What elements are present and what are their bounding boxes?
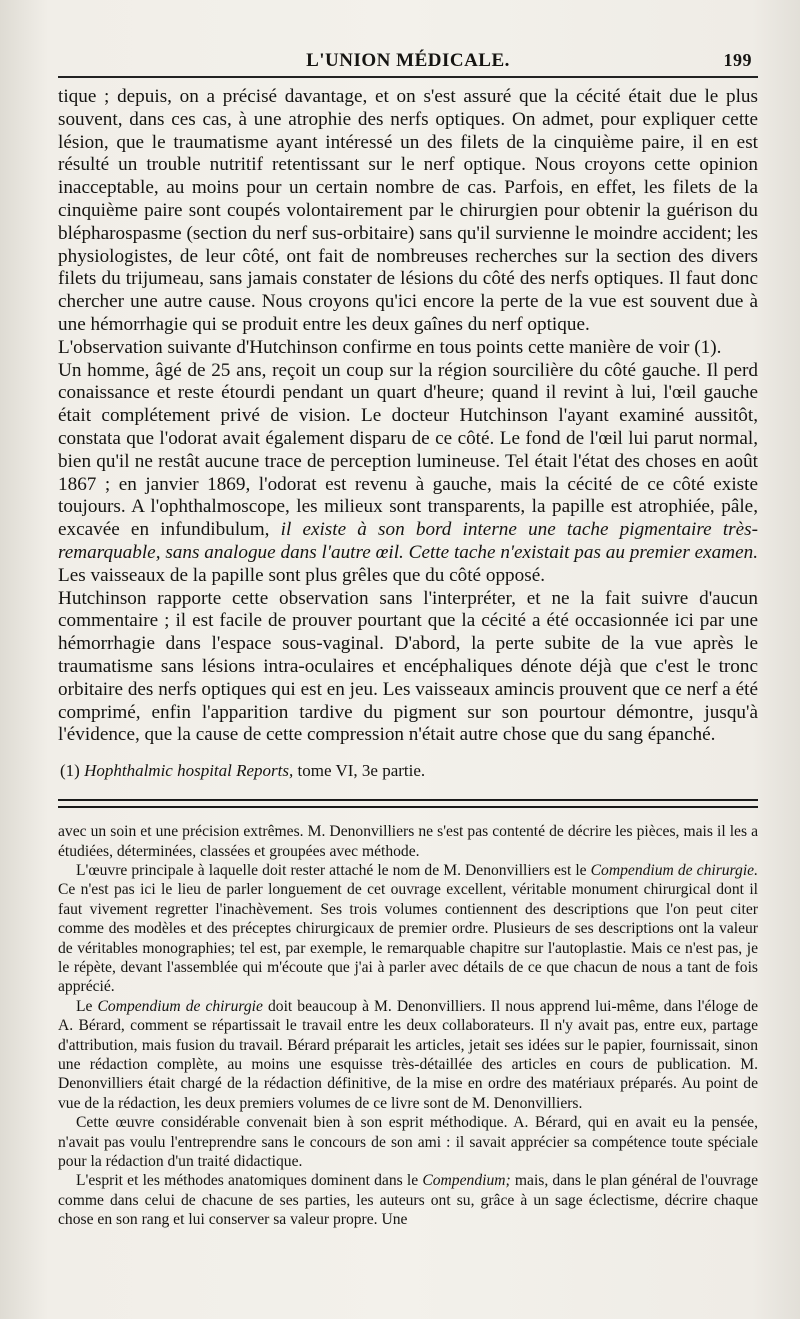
- text-run: Hutchinson rapporte cette observation sans l'interpréter, et ne la fait suivre d'aucun commentaire ; il est facile de prouver pourtant que la cécité a été occasionnée ici par une hémorrhagie dans l'espace sous-vaginal. D'abord, la perte subite de la vue après le traumatisme sans lésions intra-oculaires et encéphaliques dénote déjà que c'est le tronc orbitaire des nerfs optiques qui est en jeu. Les vaisseaux amincis prouvent que ce nerf a été comprimé, enfin l'apparition tardive du pigment sur son pourtour démontre, jusqu'à l'évidence, que la cause de cette compression n'était autre chose que du sang épanché.: [58, 587, 758, 746]
- footnote-source: Hophthalmic hospital Reports,: [84, 761, 294, 781]
- feuilleton-paragraph: [58, 822, 758, 861]
- text-run: Les vaisseaux de la papille sont plus grêles que du côté opposé.: [58, 564, 546, 586]
- italic-text: Compendium;: [422, 1172, 511, 1190]
- main-paragraph: [58, 86, 758, 337]
- text-run: Ce n'est pas ici le lieu de parler longuement de cet ouvrage excellent, véritable monument chirurgical dont il faut vivement regretter l'inachèvement. Ses trois volumes contiennent des descriptions que l'on peut citer comme des modèles et des préceptes chirurgicaux de premier ordre. Plusieurs de ses descriptions ont la valeur de véritables monographies; tel est, par exemple, le remarquable chapitre sur l'autoplastie. Mais ce n'est pas, je le répète, devant l'assemblée qui m'écoute que j'ai à parler avec détails de ce que chacun de nous a tant de fois apprécié.: [58, 881, 758, 996]
- feuilleton-paragraph: [58, 1171, 758, 1229]
- text-run: Le: [76, 997, 98, 1015]
- running-head: [58, 40, 758, 70]
- text-run: L'observation suivante d'Hutchinson confirme en tous points cette manière de voir (1).: [58, 336, 722, 358]
- italic-text: il existe à son bord interne une tache pigmentaire très-remarquable, sans analogue dans l'autre œil. Cette tache n'existait pas au premier examen.: [58, 519, 758, 563]
- feuilleton-paragraph: [58, 861, 758, 997]
- text-run: L'œuvre principale à laquelle doit rester attaché le nom de M. Denonvilliers est le: [76, 861, 591, 879]
- main-text: [58, 86, 758, 747]
- footnote: [58, 761, 758, 781]
- page-number: 199: [723, 50, 752, 70]
- text-run: mais, dans le plan général de l'ouvrage comme dans celui de chacune de ses parties, les auteurs ont su, grâce à un sage éclectisme, décrire chaque chose en son rang et lui conserver sa valeur propre. Une: [58, 1172, 758, 1229]
- footnote-number: (1): [60, 761, 80, 781]
- text-run: L'esprit et les méthodes anatomiques dominent dans le: [76, 1172, 423, 1190]
- main-paragraph: [58, 360, 758, 588]
- text-run: doit beaucoup à M. Denonvilliers. Il nous apprend lui-même, dans l'éloge de A. Bérard, comment se répartissait le travail entre les deux collaborateurs. Il n'y avait pas, entre eux, partage d'attribution, mais fusion du travail. Bérard préparait les articles, jetait ses idées sur le papier, fournissait, sinon une rédaction complète, au moins une esquisse très-détaillée des articles en cours de publication. M. Denonvilliers était chargé de la rédaction définitive, de la mise en ordre des matériaux préparés. Au point de vue de la rédaction, les deux premiers volumes de ce livre sont de M. Denonvilliers.: [58, 997, 759, 1112]
- text-run: tique ; depuis, on a précisé davantage, et on s'est assuré que la cécité était due le plus souvent, dans ces cas, à une atrophie des nerfs optiques. On admet, pour expliquer cette lésion, que le traumatisme ayant intéressé un des filets de la cinquième paire, il en est résulté un trouble nutritif retentissant sur le nerf optique. Nous croyons cette opinion inacceptable, au moins pour un certain nombre de cas. Parfois, en effet, les filets de la cinquième paire sont coupés volontairement par le chirurgien pour obtenir la guérison du blépharospasme (section du nerf sus-orbitaire) sans qu'il survienne le moindre accident; les physiologistes, de leur côté, ont fait de nombreuses recherches sur la section des divers filets du trijumeau, sans jamais constater de lésions du côté des nerfs optiques. Il faut donc chercher une autre cause. Nous croyons qu'ici encore la perte de la vue est souvent due à une hémorrhagie qui se produit entre les deux gaînes du nerf optique.: [58, 86, 758, 335]
- text-run: avec un soin et une précision extrêmes. M. Denonvilliers ne s'est pas contenté de décrire les pièces, mais il les a étudiées, déterminées, classées et groupées avec méthode.: [58, 823, 758, 860]
- main-paragraph: [58, 588, 758, 748]
- feuilleton-paragraph: [58, 1113, 758, 1171]
- italic-text: Compendium de chirurgie.: [590, 861, 758, 879]
- italic-text: Compendium de chirurgie: [97, 997, 263, 1015]
- header-rule: [58, 76, 758, 78]
- feuilleton-paragraph: [58, 997, 758, 1113]
- text-run: Cette œuvre considérable convenait bien à son esprit méthodique. A. Bérard, qui en avait eu la pensée, n'avait pas voulu l'entreprendre sans le concours de son ami : il savait apprécier sa compétence toute spéciale pour la rédaction d'un traité didactique.: [58, 1114, 758, 1171]
- feuilleton-separator: [58, 799, 758, 808]
- feuilleton-text: [58, 822, 758, 1230]
- footnote-detail: tome VI, 3e partie.: [293, 761, 426, 781]
- text-run: Un homme, âgé de 25 ans, reçoit un coup sur la région sourcilière du côté gauche. Il perd conaissance et reste étourdi pendant un quart d'heure; quand il revint à lui, l'œil gauche était complétement privé de vision. Le docteur Hutchinson l'ayant examiné aussitôt, constata que l'odorat avait également disparu de ce côté. Le fond de l'œil lui parut normal, bien qu'il ne restât aucune trace de perception lumineuse. Tel était l'état des choses en août 1867 ; en janvier 1869, l'odorat est revenu à gauche, mais la cécité de ce côté existe toujours. A l'ophthalmoscope, les milieux sont transparents, la papille est atrophiée, pâle, excavée en infundibulum,: [58, 359, 758, 541]
- journal-title: L'UNION MÉDICALE.: [306, 50, 510, 71]
- main-paragraph: [58, 337, 758, 360]
